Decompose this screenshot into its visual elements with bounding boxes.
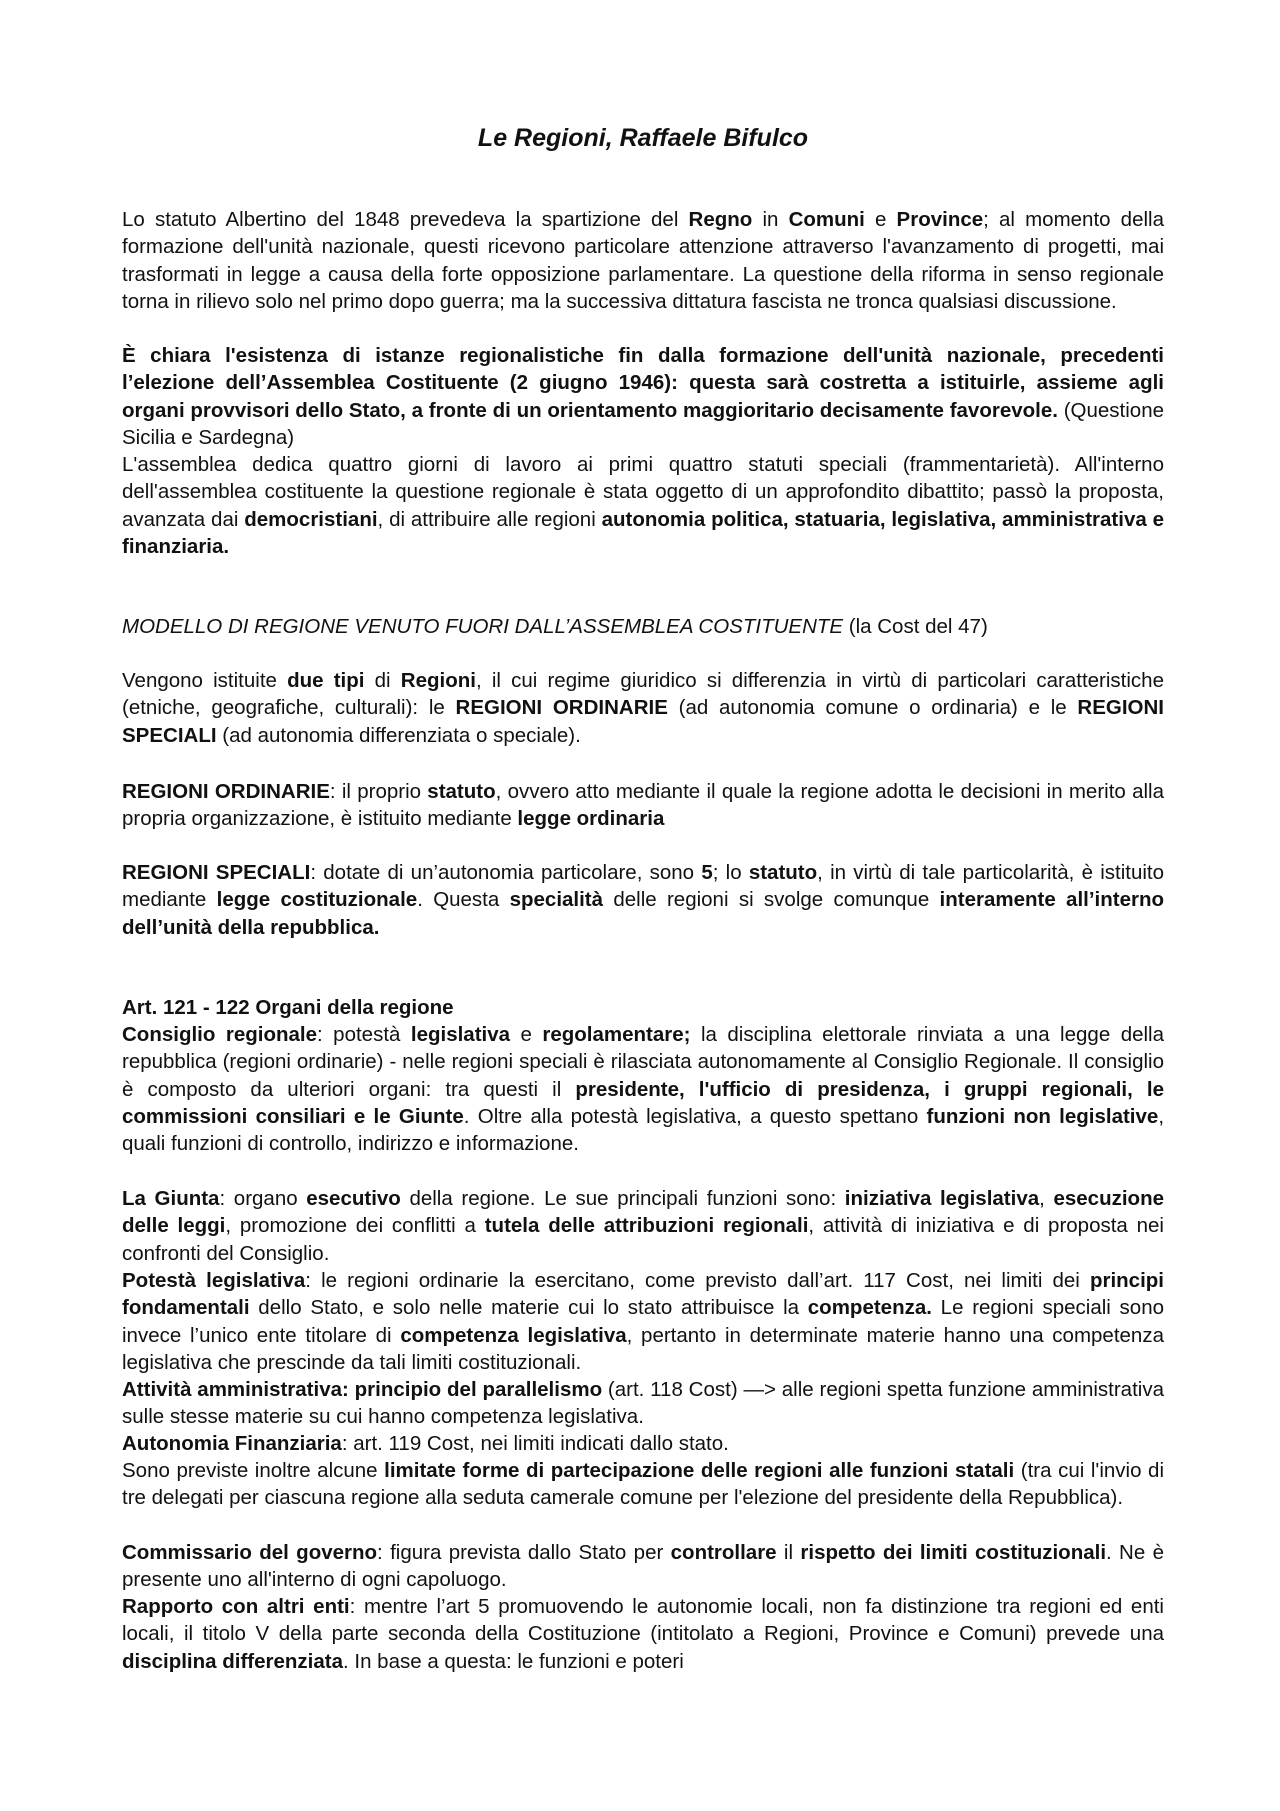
giunta-run-6: esecuzione delle leggi <box>122 1187 1164 1238</box>
model-heading <box>122 613 1164 640</box>
giunta-run-7: , promozione dei conflitti a <box>225 1214 485 1238</box>
model-heading-run-0: MODELLO DI REGIONE VENUTO FUORI DALL’ASSEMBLEA COSTITUENTE <box>122 615 844 638</box>
paragraph-rapporto <box>122 1593 1164 1675</box>
commissario-run-4: rispetto dei limiti costituzionali <box>800 1541 1107 1564</box>
giunta-run-2: esecutivo <box>306 1187 401 1210</box>
model-text-run-2: di <box>364 669 401 692</box>
speciali-run-5: , in virtù di tale particolarità, è istituito mediante <box>122 861 1164 912</box>
ordinarie-run-2: statuto <box>427 780 496 803</box>
model-text-run-8: (ad autonomia differenziata o speciale). <box>216 723 581 747</box>
paragraph-intro-2 <box>122 342 1164 451</box>
paragraph-giunta <box>122 1185 1164 1267</box>
speciali-run-3: ; lo <box>712 861 749 884</box>
speciali-run-1: : dotate di un’autonomia particolare, sono <box>310 861 702 884</box>
model-text-run-1: due tipi <box>287 669 365 692</box>
consiglio-run-0: Consiglio regionale <box>122 1023 317 1046</box>
rapporto-run-3: . In base a questa: le funzioni e poteri <box>343 1649 684 1673</box>
forme-run-0: Sono previste inoltre alcune <box>122 1459 385 1482</box>
attivita-run-0: Attività amministrativa: principio del parallelismo <box>122 1378 603 1401</box>
model-text-run-4: , il cui regime giuridico si differenzia in virtù di particolari caratteristiche (etniche, geografiche, culturali): le <box>122 669 1164 720</box>
forme-run-1: limitate forme di partecipazione delle regioni alle funzioni statali <box>384 1459 1015 1482</box>
commissario-run-0: Commissario del governo <box>122 1541 378 1564</box>
consiglio-run-3: e <box>510 1023 543 1046</box>
intro-run-3: Comuni <box>788 208 865 231</box>
attivita-run-1: (art. 118 Cost) —> alle regioni spetta funzione amministrativa sulle stesse materie su cui hanno competenza legislativa. <box>122 1378 1164 1429</box>
speciali-run-8: specialità <box>509 888 604 912</box>
commissario-run-5: . Ne è presente uno all'interno di ogni capoluogo. <box>122 1541 1164 1592</box>
paragraph-consiglio <box>122 1021 1164 1157</box>
paragraph-commissario <box>122 1539 1164 1594</box>
potesta-run-5: Le regioni speciali sono invece l’unico ente titolare di <box>122 1296 1164 1347</box>
potesta-run-7: , pertanto in determinate materie hanno una competenza legislativa che prescinde da tali limiti costituzionali. <box>122 1323 1164 1374</box>
giunta-run-3: della regione. Le sue principali funzioni sono: <box>400 1187 845 1210</box>
ordinarie-run-3: , ovvero atto mediante il quale la regione adotta le decisioni in merito alla propria organizzazione, è istituito mediante <box>122 780 1164 831</box>
speciali-run-7: . Questa <box>417 888 510 912</box>
consiglio-run-8: funzioni non legislative <box>926 1104 1159 1128</box>
consiglio-run-4: regolamentare; <box>542 1023 691 1046</box>
paragraph-potesta <box>122 1267 1164 1376</box>
potesta-run-2: principi fondamentali <box>122 1269 1164 1320</box>
giunta-run-0: La Giunta <box>122 1187 220 1210</box>
intro2-run-1: (Questione Sicilia e Sardegna) <box>122 398 1164 449</box>
autonomia-run-0: Autonomia Finanziaria <box>122 1432 342 1455</box>
intro3-run-3: autonomia politica, statuaria, legislativa, amministrativa e finanziaria. <box>122 507 1164 558</box>
commissario-run-3: il <box>776 1541 801 1564</box>
giunta-run-1: : organo <box>219 1187 307 1210</box>
intro-run-0: Lo statuto Albertino del 1848 prevedeva la spartizione del <box>122 208 689 231</box>
rapporto-run-0: Rapporto con altri enti <box>122 1595 350 1618</box>
speciali-run-0: REGIONI SPECIALI <box>122 861 311 884</box>
giunta-run-5: , <box>1039 1187 1054 1210</box>
intro-run-1: Regno <box>688 208 753 231</box>
consiglio-run-9: , quali funzioni di controllo, indirizzo e informazione. <box>122 1104 1165 1156</box>
model-text-run-0: Vengono istituite <box>122 669 288 692</box>
potesta-run-3: dello Stato, e solo nelle materie cui lo stato attribuisce la <box>249 1296 808 1320</box>
intro3-run-1: democristiani <box>244 507 378 531</box>
paragraph-speciali <box>122 859 1164 941</box>
commissario-run-1: : figura prevista dallo Stato per <box>377 1541 671 1564</box>
ordinarie-run-4: legge ordinaria <box>517 807 665 831</box>
consiglio-run-1: : potestà <box>317 1023 411 1046</box>
paragraph-autonomia <box>122 1430 1164 1457</box>
paragraph-attivita <box>122 1376 1164 1431</box>
speciali-run-6: legge costituzionale <box>216 888 418 912</box>
speciali-run-9: delle regioni si svolge comunque <box>603 888 940 912</box>
potesta-run-6: competenza legislativa <box>400 1323 627 1347</box>
intro-run-2: in <box>752 208 789 231</box>
paragraph-intro-3 <box>122 451 1164 560</box>
rapporto-run-1: : mentre l’art 5 promuovendo le autonomie locali, non fa distinzione tra regioni ed enti locali, il titolo V della parte seconda della Costituzione (intitolato a Regioni, Province e Comuni) prevede una <box>122 1595 1164 1646</box>
model-text-run-7: REGIONI SPECIALI <box>122 696 1164 747</box>
intro-run-5: Province <box>896 208 984 231</box>
model-text-run-6: (ad autonomia comune o ordinaria) e le <box>667 696 1078 720</box>
autonomia-run-1: : art. 119 Cost, nei limiti indicati dallo stato. <box>341 1432 729 1455</box>
giunta-run-4: iniziativa legislativa <box>844 1187 1040 1210</box>
giunta-run-8: tutela delle attribuzioni regionali <box>484 1214 809 1238</box>
rapporto-run-2: disciplina differenziata <box>122 1649 343 1673</box>
intro2-run-0: È chiara l'esistenza di istanze regionalistiche fin dalla formazione dell'unità nazionale, precedenti l’elezione dell’Assemblea Costituente (2 giugno 1946): questa sarà costretta a istituirle, assieme agli organi provvisori dello Stato, a fronte di un orientamento maggioritario decisamente favorevole. <box>122 344 1164 422</box>
potesta-run-1: : le regioni ordinarie la esercitano, come previsto dall’art. 117 Cost, nei limiti dei <box>305 1269 1090 1292</box>
articles-heading: Art. 121 - 122 Organi della regione <box>122 996 454 1019</box>
speciali-run-2: 5 <box>701 861 713 884</box>
speciali-run-4: statuto <box>748 861 818 884</box>
speciali-run-10: interamente all’interno dell’unità della repubblica. <box>122 888 1165 939</box>
giunta-run-9: , attività di iniziativa e di proposta nei confronti del Consiglio. <box>122 1214 1164 1265</box>
potesta-run-4: competenza. <box>807 1296 932 1320</box>
consiglio-run-7: . Oltre alla potestà legislativa, a questo spettano <box>463 1104 927 1128</box>
consiglio-run-2: legislativa <box>410 1023 511 1046</box>
consiglio-run-5: la disciplina elettorale rinviata a una legge della repubblica (regioni ordinarie) - nelle regioni speciali è rilasciata autonomamente al Consiglio Regionale. Il consiglio è composto da ulteriori organi: tra questi il <box>122 1023 1165 1101</box>
intro3-run-0: L'assemblea dedica quattro giorni di lavoro ai primi quattro statuti speciali (frammentarietà). All'interno dell'assemblea costituente la questione regionale è stata oggetto di un approfondito dibattito; passò la proposta, avanzata dai <box>122 453 1164 531</box>
forme-run-2: (tra cui l'invio di tre delegati per ciascuna regione alla seduta camerale comune per l'elezione del presidente della Repubblica). <box>122 1459 1164 1510</box>
document-title: Le Regioni, Raffaele Bifulco <box>477 124 809 152</box>
model-text-run-3: Regioni <box>400 669 476 692</box>
model-heading-run-1: (la Cost del 47) <box>843 615 988 638</box>
ordinarie-run-1: : il proprio <box>329 780 428 803</box>
ordinarie-run-0: REGIONI ORDINARIE <box>122 780 330 803</box>
paragraph-forme <box>122 1457 1164 1512</box>
intro3-run-2: , di attribuire alle regioni <box>377 507 602 531</box>
consiglio-run-6: presidente, l'ufficio di presidenza, i gruppi regionali, le commissioni consiliari e le Giunte <box>122 1077 1164 1128</box>
intro-run-4: e <box>864 208 897 231</box>
paragraph-intro <box>122 206 1164 315</box>
paragraph-ordinarie <box>122 778 1164 833</box>
model-text-run-5: REGIONI ORDINARIE <box>455 696 668 720</box>
paragraph-model <box>122 667 1164 749</box>
intro-run-6: ; al momento della formazione dell'unità nazionale, questi ricevono particolare attenzione attraverso l'avanzamento di progetti, mai trasformati in legge a causa della forte opposizione parlamentare. La questione della riforma in senso regionale torna in rilievo solo nel primo dopo guerra; ma la successiva dittatura fascista ne tronca qualsiasi discussione. <box>122 208 1164 313</box>
commissario-run-2: controllare <box>670 1541 777 1564</box>
potesta-run-0: Potestà legislativa <box>122 1269 306 1292</box>
